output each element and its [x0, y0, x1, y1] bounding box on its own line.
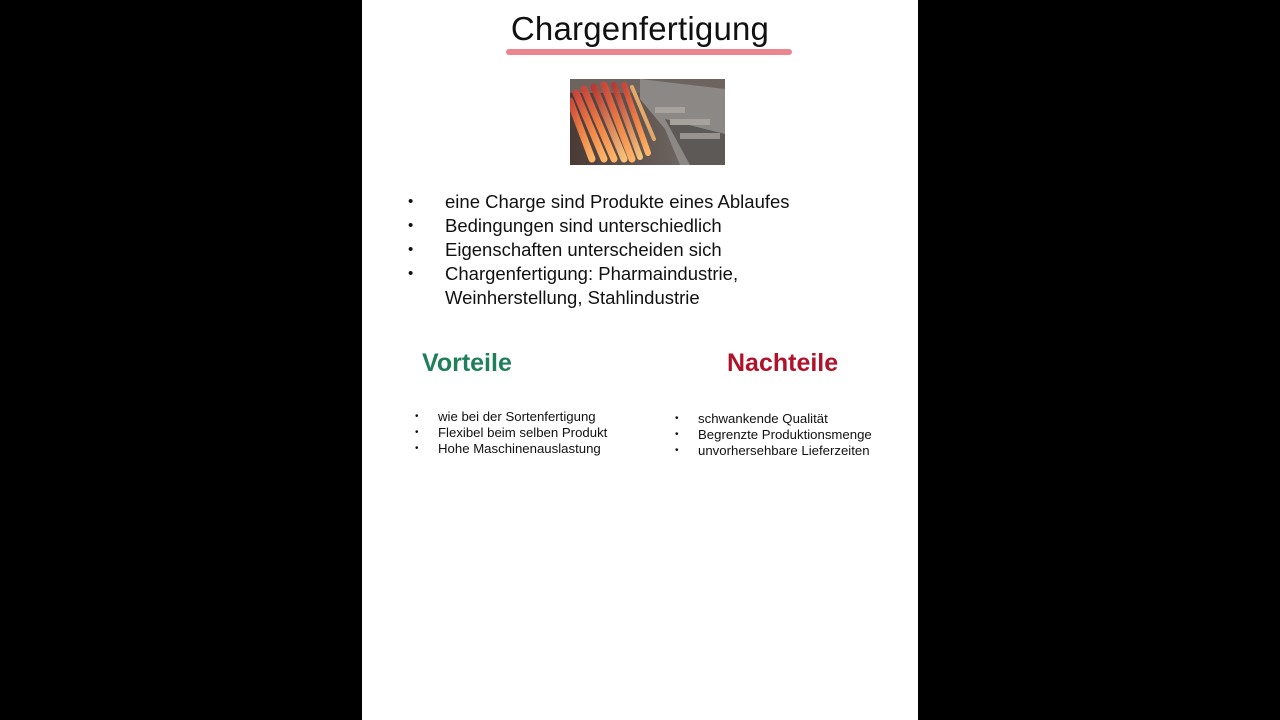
- vorteile-list: [415, 409, 635, 457]
- list-item: • Eigenschaften unterscheiden sich: [408, 238, 878, 262]
- list-item-line: Weinherstellung, Stahlindustrie: [445, 287, 700, 308]
- main-bullet-list: [408, 190, 878, 310]
- document-page: [362, 0, 918, 720]
- list-item-line: Chargenfertigung: Pharmaindustrie,: [445, 263, 739, 284]
- list-item: • unvorhersehbare Lieferzeiten: [675, 443, 905, 459]
- list-item: • Bedingungen sind unterschiedlich: [408, 214, 878, 238]
- page-title: Chargenfertigung: [510, 10, 770, 47]
- nachteile-heading: Nachteile: [727, 349, 839, 377]
- glowing-steel-bars-photo: [570, 79, 725, 165]
- list-item: • schwankende Qualität: [675, 411, 905, 427]
- title-underline: [506, 49, 792, 55]
- list-item: • Begrenzte Produktionsmenge: [675, 427, 905, 443]
- list-item: • wie bei der Sortenfertigung: [415, 409, 635, 425]
- vorteile-heading: Vorteile: [422, 349, 512, 377]
- list-item: • Hohe Maschinenauslastung: [415, 441, 635, 457]
- list-item: • eine Charge sind Produkte eines Ablaufes: [408, 190, 878, 214]
- list-item: • Flexibel beim selben Produkt: [415, 425, 635, 441]
- nachteile-list: [675, 411, 905, 459]
- list-item: [408, 262, 878, 310]
